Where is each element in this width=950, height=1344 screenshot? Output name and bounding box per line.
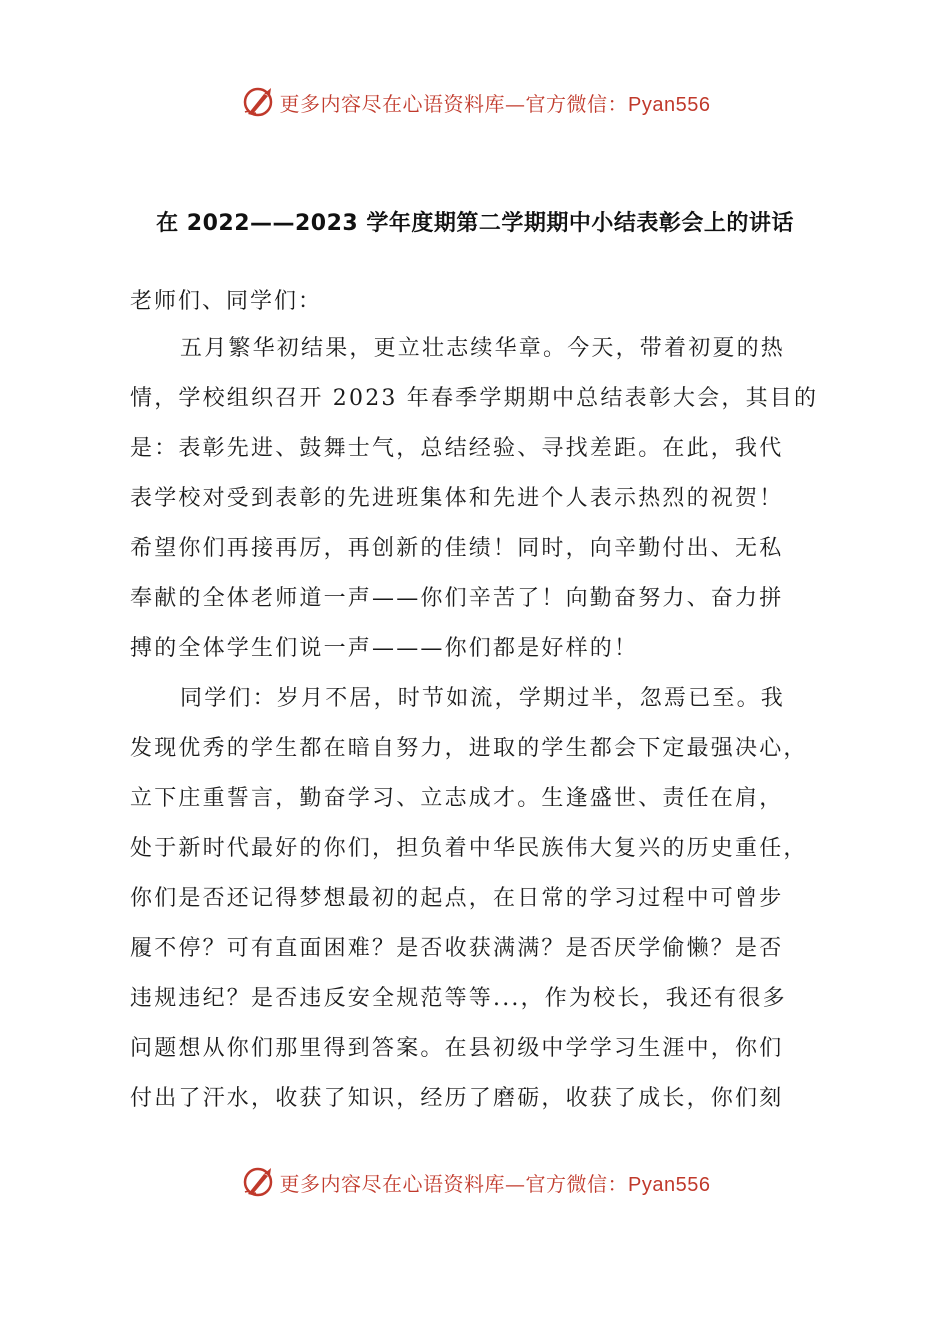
paragraph-line: 履不停？可有直面困难？是否收获满满？是否厌学偷懒？是否 bbox=[130, 936, 784, 961]
quill-pen-logo-icon bbox=[240, 1164, 276, 1200]
banner-text: 更多内容尽在心语资料库—官方微信：Pyan556 bbox=[279, 91, 711, 116]
paragraph-1 bbox=[130, 334, 830, 684]
paragraph-line: 表学校对受到表彰的先进班集体和先进个人表示热烈的祝贺！ bbox=[130, 486, 784, 511]
wechat-id: Pyan556 bbox=[628, 93, 711, 116]
paragraph-line: 你们是否还记得梦想最初的起点，在日常的学习过程中可曾步 bbox=[130, 886, 784, 911]
paragraph-line: 希望你们再接再厉，再创新的佳绩！同时，向辛勤付出、无私 bbox=[130, 536, 784, 561]
paragraph-line: 是：表彰先进、鼓舞士气，总结经验、寻找差距。在此，我代 bbox=[130, 436, 784, 461]
header-banner bbox=[0, 82, 950, 122]
paragraph-line: 同学们：岁月不居，时节如流，学期过半，忽焉已至。我 bbox=[180, 686, 786, 711]
paragraph-line: 搏的全体学生们说一声———你们都是好样的！ bbox=[130, 636, 639, 661]
page-title: 在 2022——2023 学年度期第二学期期中小结表彰会上的讲话 bbox=[156, 211, 794, 236]
paragraph-line: 问题想从你们那里得到答案。在县初级中学学习生涯中，你们 bbox=[130, 1036, 784, 1061]
banner-text: 更多内容尽在心语资料库—官方微信：Pyan556 bbox=[279, 1171, 711, 1196]
paragraph-2 bbox=[130, 684, 830, 1134]
footer-banner bbox=[0, 1162, 950, 1202]
paragraph-line: 发现优秀的学生都在暗自努力，进取的学生都会下定最强决心， bbox=[130, 736, 808, 761]
paragraph-line: 情，学校组织召开 2023 年春季学期期中总结表彰大会，其目的 bbox=[130, 386, 819, 411]
wechat-id: Pyan556 bbox=[628, 1173, 711, 1196]
paragraph-line: 付出了汗水，收获了知识，经历了磨砺，收获了成长，你们刻 bbox=[130, 1086, 784, 1111]
paragraph-line: 五月繁华初结果，更立壮志续华章。今天，带着初夏的热 bbox=[180, 336, 786, 361]
paragraph-line: 立下庄重誓言，勤奋学习、立志成才。生逢盛世、责任在肩， bbox=[130, 786, 784, 811]
paragraph-line: 违规违纪？是否违反安全规范等等...，作为校长，我还有很多 bbox=[130, 986, 787, 1011]
greeting: 老师们、同学们： bbox=[130, 289, 323, 314]
quill-pen-logo-icon bbox=[240, 84, 276, 120]
paragraph-line: 奉献的全体老师道一声——你们辛苦了！向勤奋努力、奋力拼 bbox=[130, 586, 784, 611]
paragraph-line: 处于新时代最好的你们，担负着中华民族伟大复兴的历史重任， bbox=[130, 836, 808, 861]
